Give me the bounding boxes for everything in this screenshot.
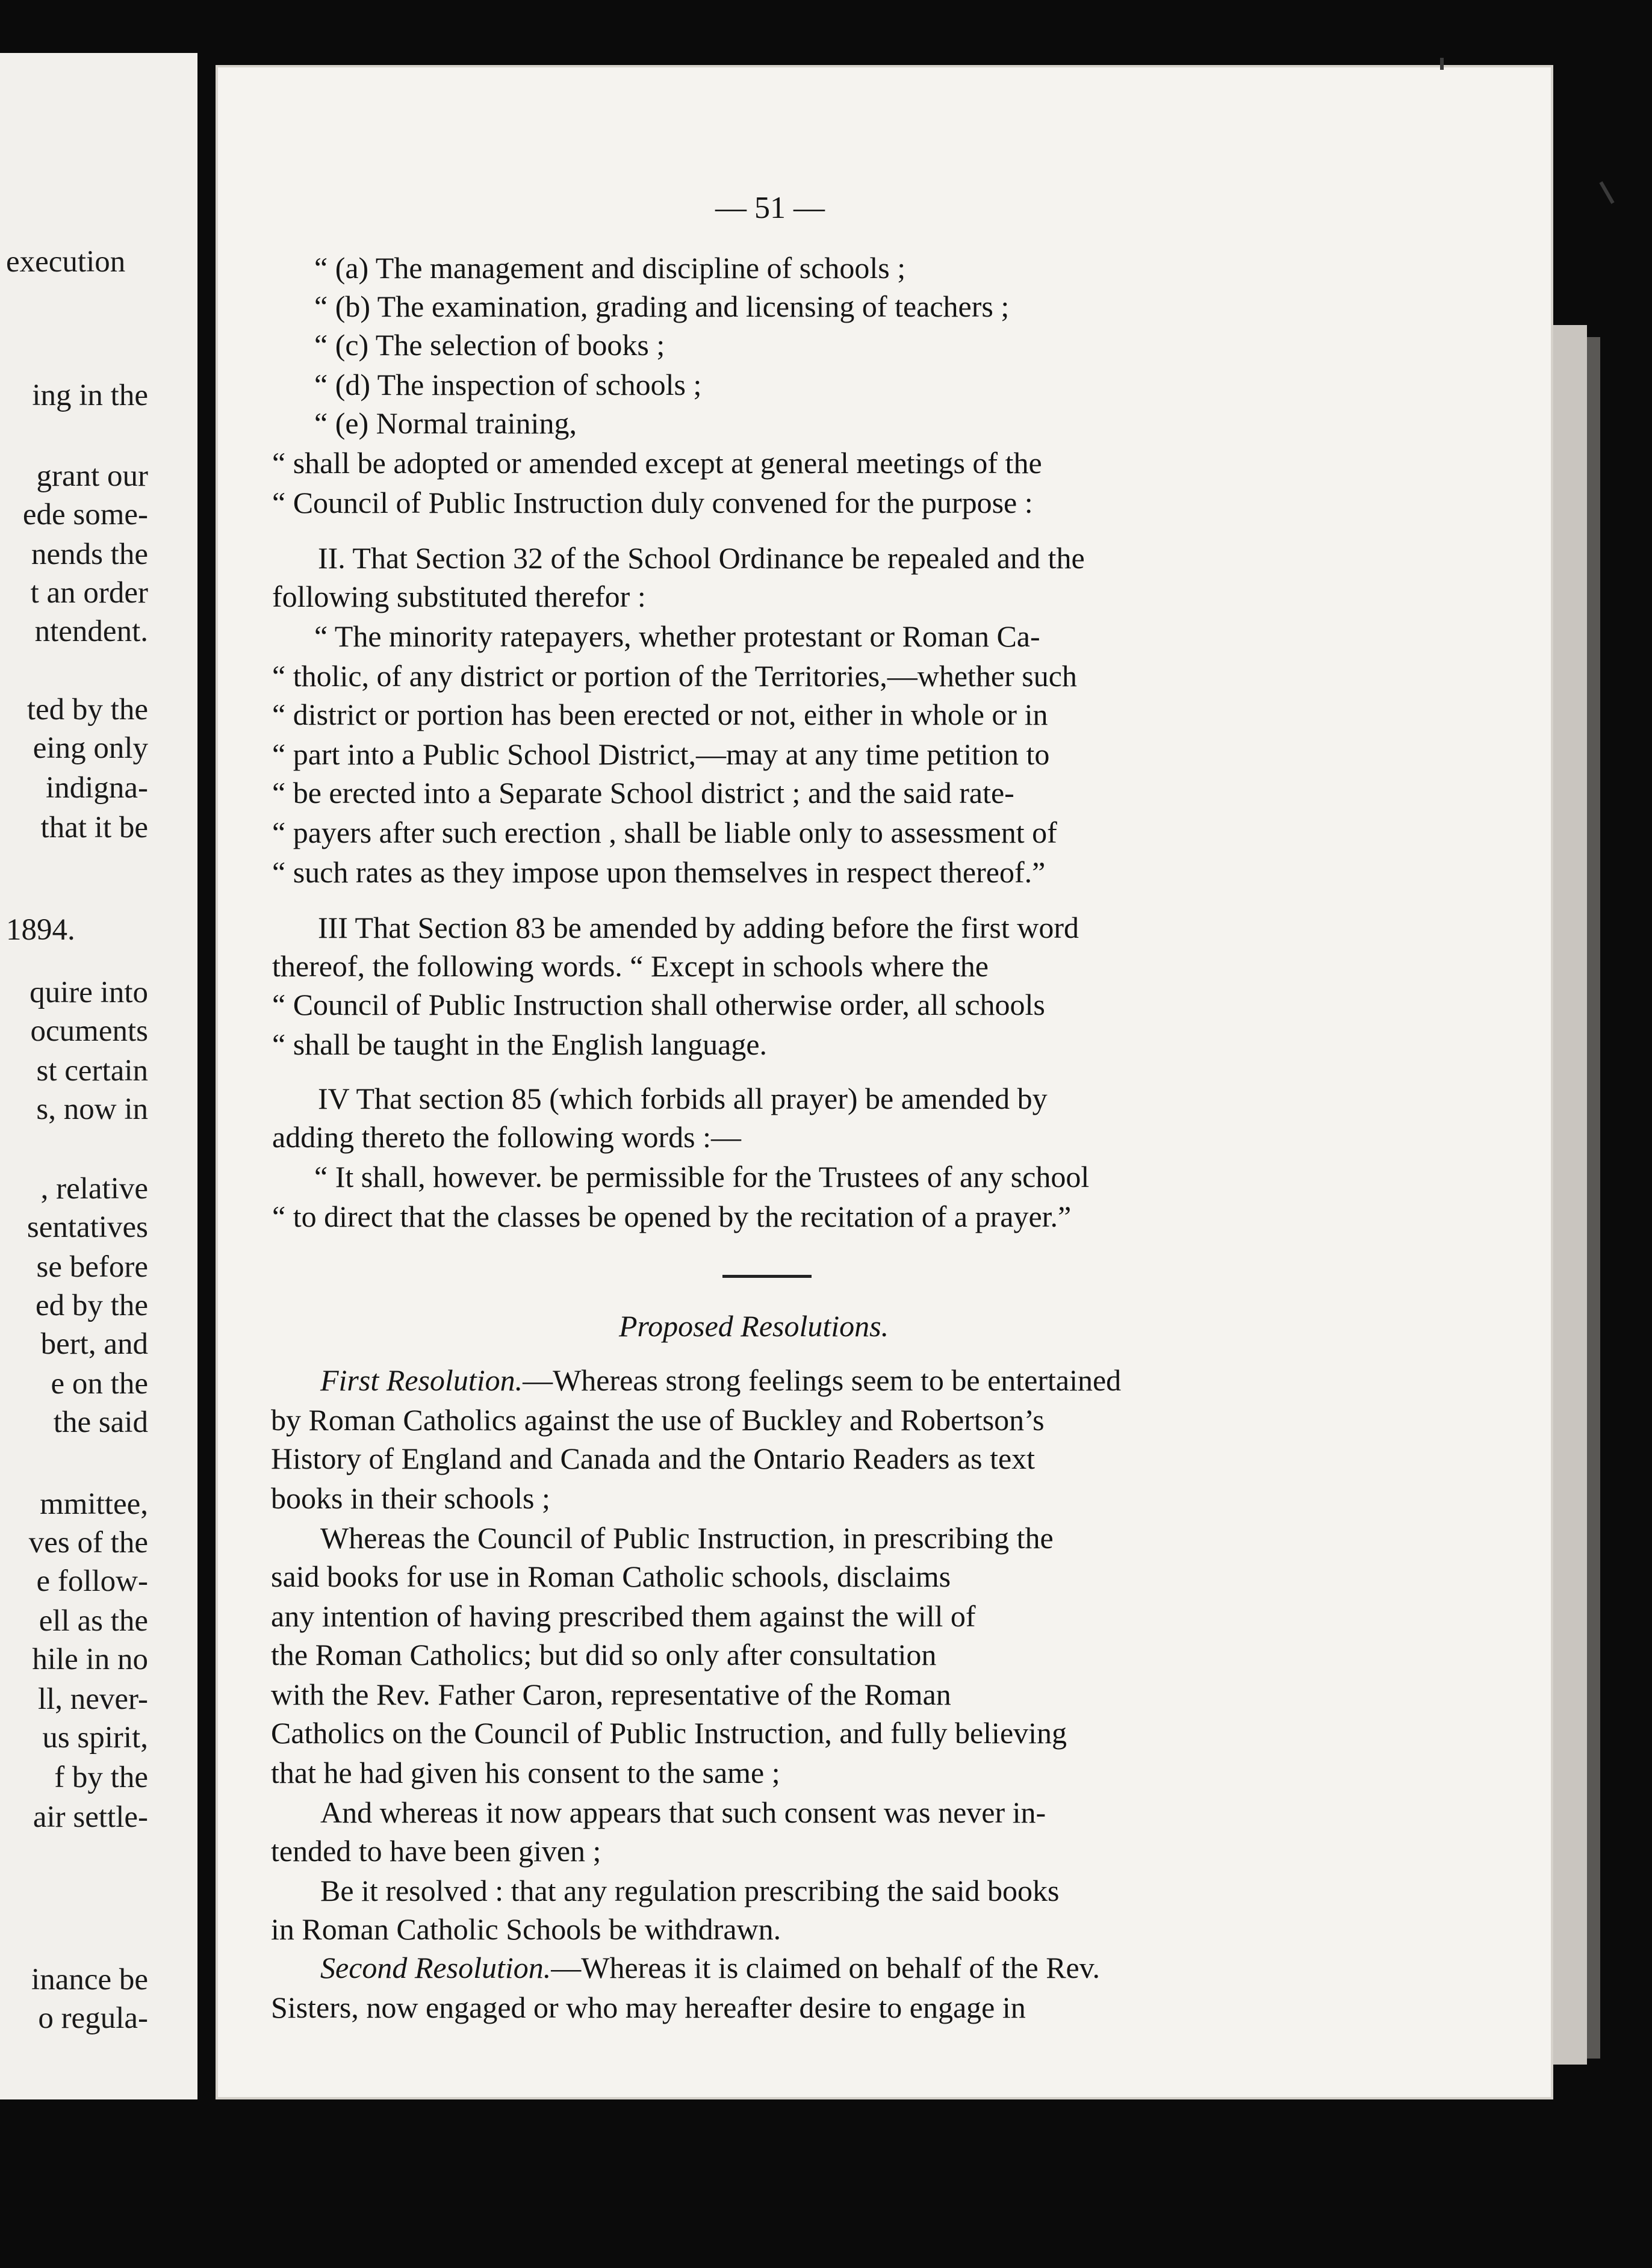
text-line: “ such rates as they impose upon themselves in respect thereof.” xyxy=(272,855,1046,889)
left-line: air settle- xyxy=(33,1800,148,1834)
left-line: t an order xyxy=(30,576,148,610)
left-line: sentatives xyxy=(26,1210,148,1244)
resolution-line: And whereas it now appears that such consent was never in- xyxy=(320,1796,1046,1829)
text-line: II. That Section 32 of the School Ordinance be repealed and the xyxy=(318,541,1085,575)
second-resolution-label: Second Resolution. xyxy=(320,1951,551,1984)
left-line: e follow- xyxy=(36,1564,148,1598)
resolution-text: —Whereas it is claimed on behalf of the Rev. xyxy=(551,1951,1100,1984)
resolution-line: Catholics on the Council of Public Instruction, and fully believing xyxy=(271,1716,1067,1750)
resolution-line: said books for use in Roman Catholic schools, disclaims xyxy=(271,1560,951,1593)
text-line: “ The minority ratepayers, whether protestant or Roman Ca- xyxy=(314,619,1040,653)
text-line: “ shall be adopted or amended except at general meetings of the xyxy=(272,446,1042,480)
section-heading: Proposed Resolutions. xyxy=(619,1309,889,1343)
resolution-line: tended to have been given ; xyxy=(271,1834,601,1868)
text-line: adding thereto the following words :— xyxy=(272,1120,742,1154)
left-line: us spirit, xyxy=(42,1721,148,1755)
resolution-line: books in their schools ; xyxy=(271,1481,550,1515)
left-line: o regula- xyxy=(38,2001,148,2035)
left-line: execution xyxy=(6,245,126,279)
resolution-line: any intention of having prescribed them against the will of xyxy=(271,1599,976,1633)
resolution-line: Whereas the Council of Public Instruction, in prescribing the xyxy=(320,1521,1054,1555)
left-line: ves of the xyxy=(28,1526,148,1560)
text-line: “ (e) Normal training, xyxy=(314,406,577,440)
left-line: ll, never- xyxy=(37,1682,148,1716)
text-line: “ district or portion has been erected or not, either in whole or in xyxy=(272,698,1048,731)
text-line: “ tholic, of any district or portion of the Territories,—whether such xyxy=(272,659,1077,693)
left-line: ocuments xyxy=(30,1014,148,1048)
left-line: mmittee, xyxy=(40,1487,148,1521)
left-line: ede some- xyxy=(22,498,148,531)
text-line: III That Section 83 be amended by adding before the first word xyxy=(318,911,1079,944)
resolution-line: with the Rev. Father Caron, representative of the Roman xyxy=(271,1678,951,1711)
resolution-line: Be it resolved : that any regulation prescribing the said books xyxy=(320,1874,1060,1907)
left-line: eing only xyxy=(33,731,148,765)
left-line: hile in no xyxy=(32,1643,148,1676)
left-line: bert, and xyxy=(40,1327,148,1361)
left-line: ing in the xyxy=(32,379,148,412)
text-line: “ payers after such erection , shall be liable only to assessment of xyxy=(272,816,1057,849)
right-page xyxy=(216,65,1553,2099)
scan-mark xyxy=(1599,181,1614,204)
left-line: st certain xyxy=(36,1054,148,1088)
text-line: “ be erected into a Separate School district ; and the said rate- xyxy=(272,776,1014,810)
resolution-line: the Roman Catholics; but did so only after consultation xyxy=(271,1638,937,1672)
resolution-text: —Whereas strong feelings seem to be entertained xyxy=(523,1363,1122,1397)
text-line: “ (d) The inspection of schools ; xyxy=(314,368,702,401)
page-edge xyxy=(1553,325,1587,2065)
text-line: IV That section 85 (which forbids all prayer) be amended by xyxy=(318,1082,1048,1115)
left-line: that it be xyxy=(40,811,148,844)
page-number: — 51 — xyxy=(715,191,825,225)
resolution-line: History of England and Canada and the Ontario Readers as text xyxy=(271,1442,1036,1475)
left-line: grant our xyxy=(36,459,148,493)
text-line: “ shall be taught in the English language. xyxy=(272,1027,768,1061)
text-line: “ (c) The selection of books ; xyxy=(314,328,665,362)
text-line: “ It shall, however. be permissible for the Trustees of any school xyxy=(314,1160,1090,1194)
left-line: ted by the xyxy=(26,693,148,727)
resolution-line: in Roman Catholic Schools be withdrawn. xyxy=(271,1912,781,1946)
left-line: nends the xyxy=(31,538,148,571)
first-resolution-label: First Resolution. xyxy=(320,1363,523,1397)
left-line: 1894. xyxy=(6,913,75,947)
left-line: se before xyxy=(36,1250,148,1284)
page-edge-shadow xyxy=(1587,337,1600,2059)
left-line: ed by the xyxy=(36,1289,148,1322)
left-line: ntendent. xyxy=(34,615,148,648)
resolution-line xyxy=(320,1953,1100,1983)
text-line: “ part into a Public School District,—may at any time petition to xyxy=(272,737,1050,771)
left-page xyxy=(0,53,197,2099)
left-line: quire into xyxy=(30,976,148,1009)
left-line: s, now in xyxy=(36,1092,148,1126)
left-line: indigna- xyxy=(46,771,148,805)
text-line: “ (b) The examination, grading and licensing of teachers ; xyxy=(314,290,1010,323)
left-line: f by the xyxy=(54,1761,148,1794)
text-line: following substituted therefor : xyxy=(272,580,646,613)
left-line: , relative xyxy=(40,1172,148,1206)
text-line: “ Council of Public Instruction duly convened for the purpose : xyxy=(272,486,1033,519)
left-line: ell as the xyxy=(39,1604,148,1638)
text-line: “ to direct that the classes be opened by the recitation of a prayer.” xyxy=(272,1200,1072,1233)
text-line: “ (a) The management and discipline of schools ; xyxy=(314,251,906,285)
section-divider xyxy=(722,1275,812,1278)
text-line: “ Council of Public Instruction shall otherwise order, all schools xyxy=(272,988,1045,1021)
text-line: thereof, the following words. “ Except in schools where the xyxy=(272,949,989,983)
left-line: the said xyxy=(53,1405,148,1439)
left-line: e on the xyxy=(51,1367,148,1401)
left-line: inance be xyxy=(31,1963,148,1997)
resolution-line: that he had given his consent to the same ; xyxy=(271,1756,780,1789)
resolution-line xyxy=(320,1365,1121,1395)
resolution-line: Sisters, now engaged or who may hereafter desire to engage in xyxy=(271,1991,1026,2024)
resolution-line: by Roman Catholics against the use of Buckley and Robertson’s xyxy=(271,1403,1045,1437)
scan-mark xyxy=(1440,58,1444,70)
